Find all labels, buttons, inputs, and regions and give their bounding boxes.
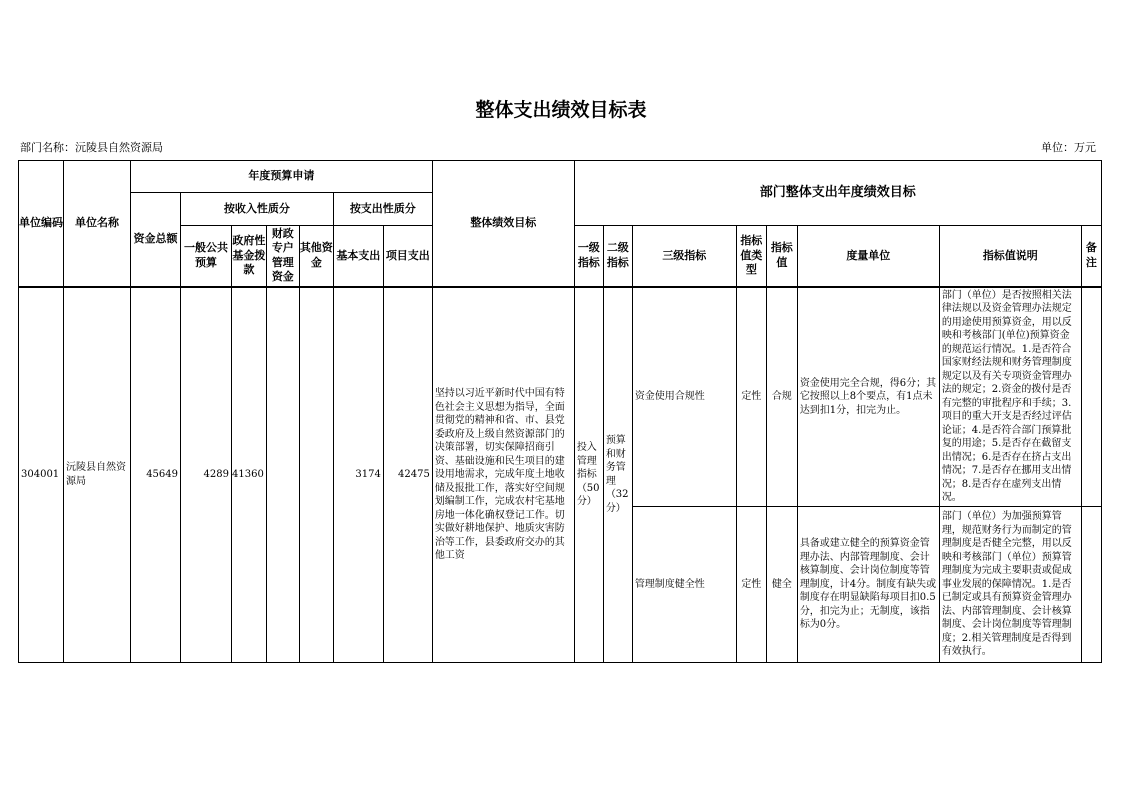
header-unit-code: 单位编码 — [19, 161, 64, 287]
cell-level3: 管理制度健全性 — [632, 507, 736, 663]
cell-indicator-desc: 部门（单位）为加强预算管理，规范财务行为而制定的管理制度是否健全完整，用以反映和考核部门（单位）预算管理制度为完成主要职责或促成事业发展的保障情况。1.是否已制定或具有预算资金管理办法、内部管理制度、会计核算制度、会计岗位制度等管理制度；2.相关管理制度是否得到有效执行。 — [939, 507, 1081, 663]
cell-indicator-value: 合规 — [766, 287, 797, 507]
header-level2: 二级指标 — [603, 226, 632, 287]
cell-measure-unit: 资金使用完全合规，得6分；其它按照以上8个要点，有1点未达到扣1分，扣完为止。 — [797, 287, 939, 507]
cell-unit-code: 304001 — [19, 287, 64, 663]
cell-gov-fund: 41360 — [232, 287, 267, 663]
header-overall-goal: 整体绩效目标 — [432, 161, 574, 287]
cell-level1: 投入管理指标（50分） — [574, 287, 603, 663]
header-by-expenditure: 按支出性质分 — [333, 193, 432, 226]
header-level3: 三级指标 — [632, 226, 736, 287]
header-dept-goal: 部门整体支出年度绩效目标 — [574, 161, 1101, 226]
cell-basic-exp: 3174 — [333, 287, 383, 663]
cell-indicator-type: 定性 — [736, 287, 766, 507]
header-indicator-type: 指标值类型 — [736, 226, 766, 287]
currency-unit: 单位：万元 — [1041, 141, 1096, 154]
cell-unit-name: 沅陵县自然资源局 — [64, 287, 131, 663]
cell-level3: 资金使用合规性 — [632, 287, 736, 507]
cell-overall-goal: 坚持以习近平新时代中国有特色社会主义思想为指导，全面贯彻党的精神和省、市、县党委政府及上级自然资源部门的决策部署，切实保障招商引资、基础设施和民生项目的建设用地需求，完成年度土地收储及报批工作，落实好空间规划编制工作，完成农村宅基地房地一体化确权登记工作。切实做好耕地保护、地质灾害防治等工作，县委政府交办的其他工资 — [432, 287, 574, 663]
cell-other-funds — [299, 287, 333, 663]
header-unit-name: 单位名称 — [64, 161, 131, 287]
header-project-exp: 项目支出 — [383, 226, 432, 287]
cell-indicator-desc: 部门（单位）是否按照相关法律法规以及资金管理办法规定的用途使用预算资金，用以反映和考核部门(单位)预算资金的规范运行情况。1.是否符合国家财经法规和财务管理制度规定以及有关专项资金管理办法的规定；2.资金的拨付是否有完整的审批程序和手续；3.项目的重大开支是否经过评估论证；4.是否符合部门预算批复的用途；5.是否存在截留支出情况；6.是否存在挤占支出情况；7.是否存在挪用支出情况；8.是否存在虚列支出情况。 — [939, 287, 1081, 507]
header-measure-unit: 度量单位 — [797, 226, 939, 287]
cell-fiscal-special — [266, 287, 299, 663]
cell-level2: 预算和财务管理（32分） — [603, 287, 632, 663]
page-title: 整体支出绩效目标表 — [475, 99, 647, 121]
header-basic-exp: 基本支出 — [333, 226, 383, 287]
cell-measure-unit: 具备或建立健全的预算资金管理办法、内部管理制度、会计核算制度、会计岗位制度等管理制度，计4分。制度有缺失或制度存在明显缺陷每项目扣0.5分，扣完为止；无制度，该指标为0分。 — [797, 507, 939, 663]
header-by-income: 按收入性质分 — [181, 193, 334, 226]
header-gov-fund: 政府性基金拨款 — [232, 226, 267, 287]
header-fiscal-special: 财政专户管理资金 — [266, 226, 299, 287]
header-indicator-desc: 指标值说明 — [939, 226, 1081, 287]
cell-general-public: 4289 — [181, 287, 232, 663]
header-general-public: 一般公共预算 — [181, 226, 232, 287]
cell-project-exp: 42475 — [383, 287, 432, 663]
cell-remark — [1081, 507, 1101, 663]
header-annual-budget: 年度预算申请 — [131, 161, 433, 193]
cell-indicator-value: 健全 — [766, 507, 797, 663]
header-remark: 备注 — [1081, 226, 1101, 287]
cell-total-funds: 45649 — [131, 287, 181, 663]
header-other-funds: 其他资金 — [299, 226, 333, 287]
header-indicator-value: 指标值 — [766, 226, 797, 287]
header-level1: 一级指标 — [574, 226, 603, 287]
header-total-funds: 资金总额 — [131, 193, 181, 287]
performance-target-table — [18, 160, 1102, 663]
department-name: 部门名称：沅陵县自然资源局 — [20, 141, 163, 154]
cell-indicator-type: 定性 — [736, 507, 766, 663]
cell-remark — [1081, 287, 1101, 507]
